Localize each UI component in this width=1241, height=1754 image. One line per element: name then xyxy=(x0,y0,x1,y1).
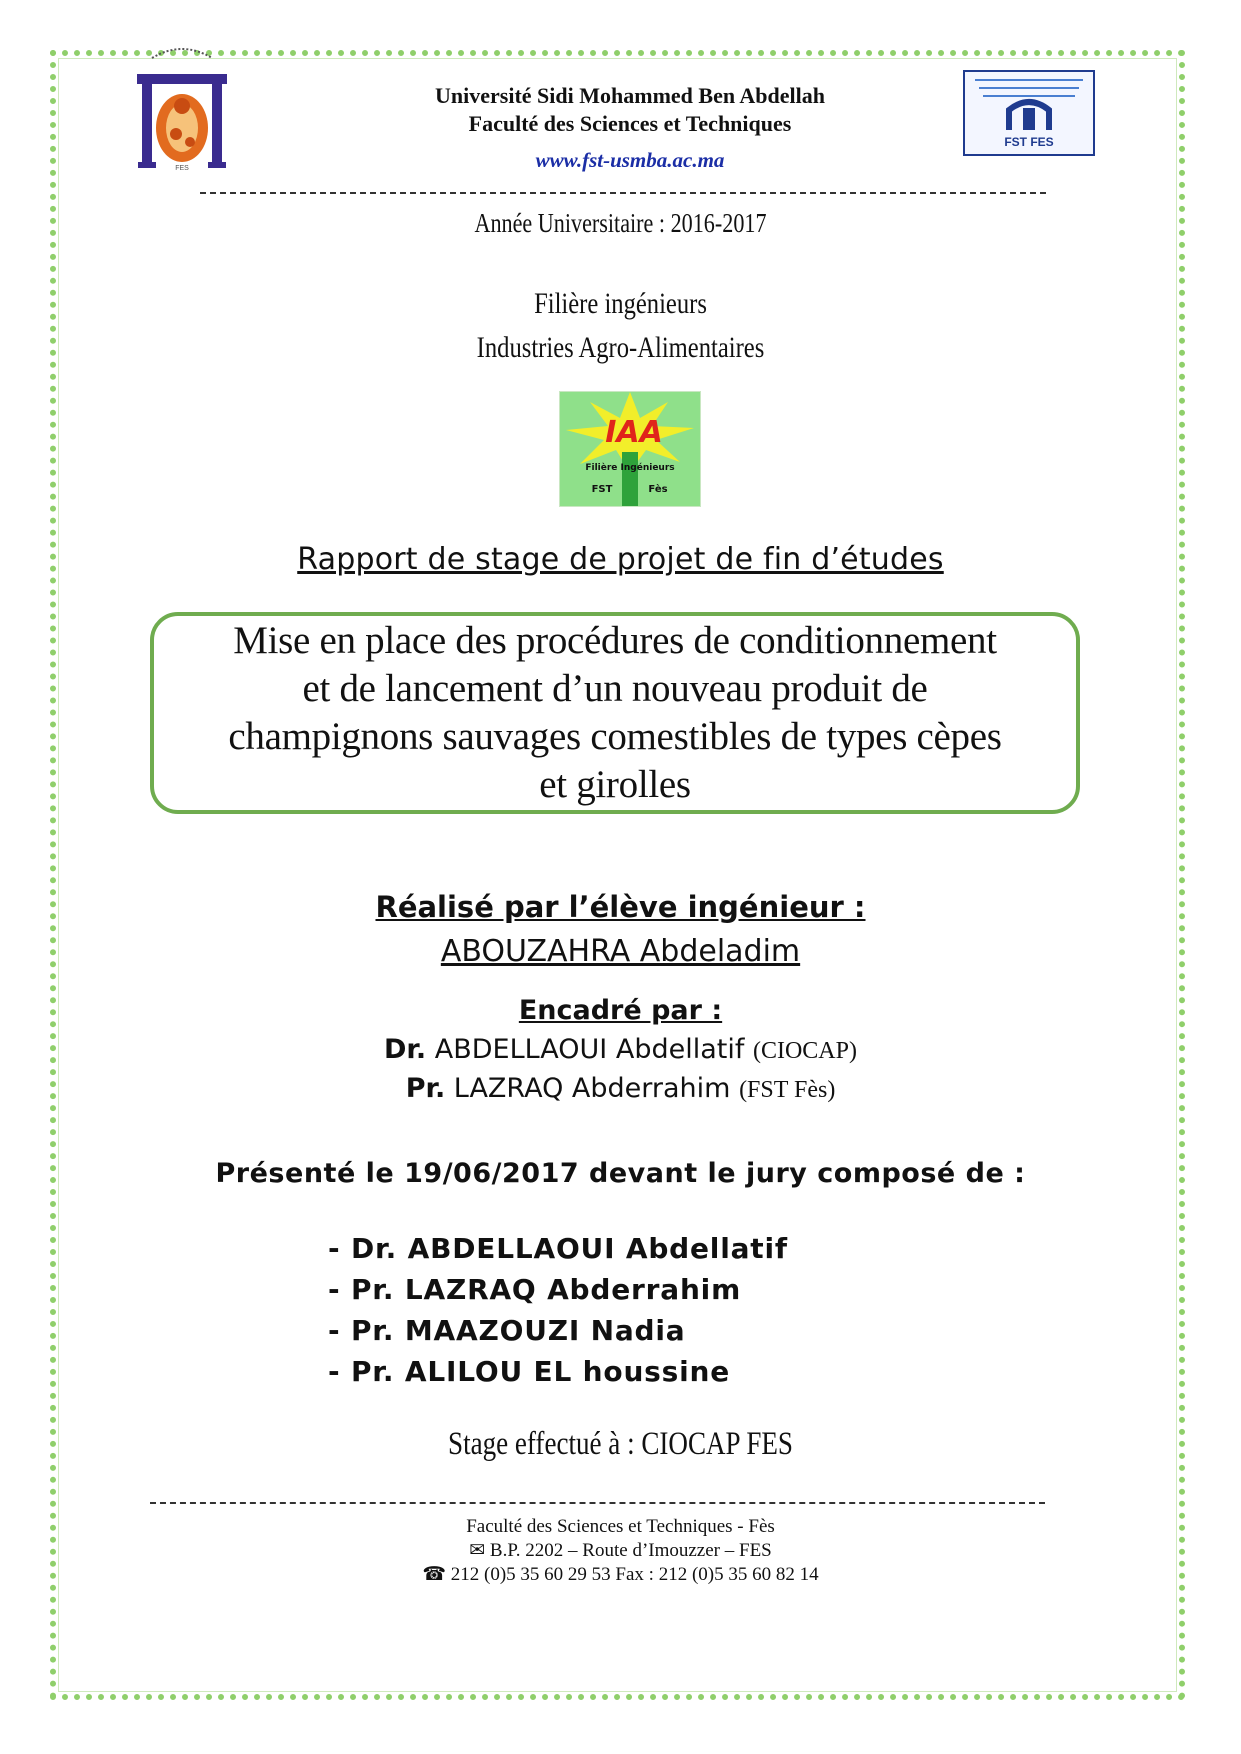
header-divider xyxy=(200,192,1046,194)
iaa-logo-right: Fès xyxy=(648,484,668,495)
program-name xyxy=(0,282,1241,370)
jury-list xyxy=(328,1228,788,1392)
title-line-4: et girolles xyxy=(539,763,691,806)
footer-line-2: ✉ B.P. 2202 – Route d’Imouzzer – FES xyxy=(469,1540,772,1561)
report-type: Rapport de stage de projet de fin d’études xyxy=(297,542,944,577)
iaa-logo xyxy=(559,391,701,507)
program-line-1: Filière ingénieurs xyxy=(534,287,707,320)
supervisor-1-title: Dr. xyxy=(384,1034,427,1065)
footer-divider xyxy=(150,1502,1045,1504)
svg-text:FES: FES xyxy=(175,165,189,172)
jury-member: - Pr. MAAZOUZI Nadia xyxy=(328,1314,686,1347)
report-title xyxy=(165,617,1065,809)
supervisor-2-title: Pr. xyxy=(405,1073,446,1104)
title-line-1: Mise en place des procédures de conditionnement xyxy=(233,619,997,662)
supervisor-1-affiliation: (CIOCAP) xyxy=(752,1038,857,1064)
jury-member: - Pr. LAZRAQ Abderrahim xyxy=(328,1273,742,1306)
supervisor-2-affiliation: (FST Fès) xyxy=(739,1077,836,1103)
fst-logo-text: FST FES xyxy=(1004,135,1054,149)
supervisor-1-name: ABDELLAOUI Abdellatif xyxy=(434,1034,745,1065)
faculty-name: Faculté des Sciences et Techniques xyxy=(468,111,792,136)
jury-member: - Pr. ALILOU EL houssine xyxy=(328,1355,731,1388)
supervisor-2 xyxy=(0,1073,1241,1104)
title-line-2: et de lancement d’un nouveau produit de xyxy=(302,667,928,710)
title-line-3: champignons sauvages comestibles de types cèpes xyxy=(228,715,1002,758)
supervisor-1 xyxy=(0,1034,1241,1065)
supervisor-2-name: LAZRAQ Abderrahim xyxy=(453,1073,731,1104)
author-label: Réalisé par l’élève ingénieur : xyxy=(375,890,866,924)
footer-line-3: ☎ 212 (0)5 35 60 29 53 Fax : 212 (0)5 35 60 82 14 xyxy=(422,1564,819,1585)
iaa-logo-subtitle: Filière Ingénieurs xyxy=(585,463,675,473)
website-link[interactable]: www.fst-usmba.ac.ma xyxy=(535,148,725,172)
author-name: ABOUZAHRA Abdeladim xyxy=(440,934,801,969)
supervisors-label: Encadré par : xyxy=(518,995,723,1026)
fst-fes-logo xyxy=(963,70,1095,156)
internship-location: Stage effectué à : CIOCAP FES xyxy=(448,1426,793,1462)
footer-line-1: Faculté des Sciences et Techniques - Fès xyxy=(466,1516,775,1537)
jury-member: - Dr. ABDELLAOUI Abdellatif xyxy=(328,1232,788,1265)
academic-year: Année Universitaire : 2016-2017 xyxy=(474,208,767,238)
university-name: Université Sidi Mohammed Ben Abdellah xyxy=(435,83,825,108)
iaa-logo-left: FST xyxy=(591,484,613,495)
phone-icon: ☎ xyxy=(422,1564,447,1585)
university-logo xyxy=(132,42,232,172)
title-box xyxy=(150,612,1080,814)
presentation-date: Présenté le 19/06/2017 devant le jury composé de : xyxy=(215,1158,1026,1189)
footer xyxy=(0,1515,1241,1587)
iaa-logo-title: IAA xyxy=(605,415,663,450)
program-line-2: Industries Agro-Alimentaires xyxy=(476,331,765,364)
mailbox-icon: ✉ xyxy=(469,1540,486,1561)
header xyxy=(330,82,930,173)
